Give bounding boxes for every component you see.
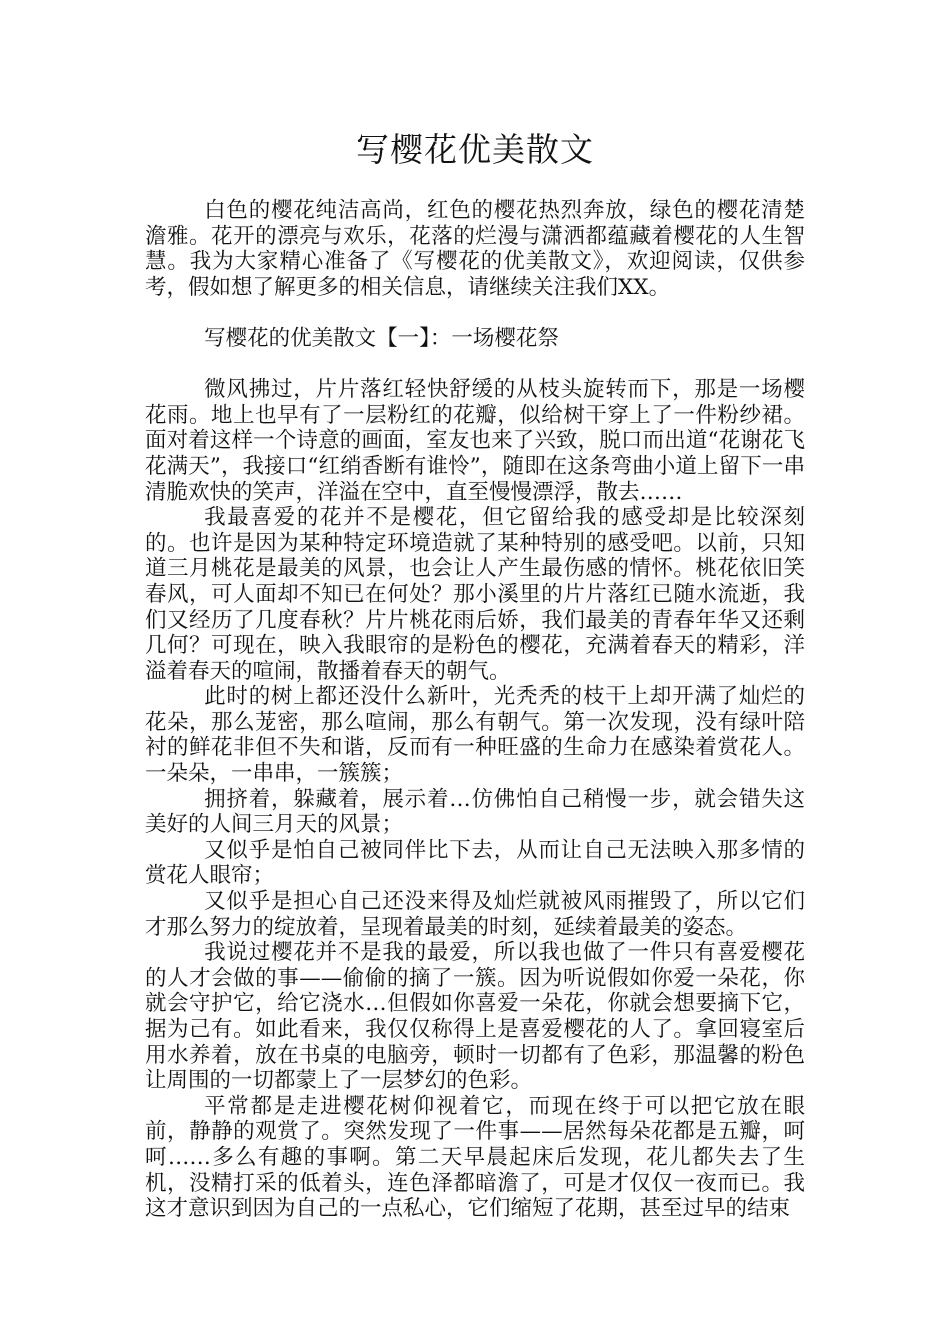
- body-paragraph: 此时的树上都还没什么新叶，光秃秃的枝干上却开满了灿烂的花朵，那么茏密，那么喧闹，那么有朝气。第一次发现，没有绿叶陪衬的鲜花非但不失和谐，反而有一种旺盛的生命力在感染着赏花人。一朵朵，一串串，一簇簇；: [145, 684, 805, 787]
- body-paragraph: 我最喜爱的花并不是樱花，但它留给我的感受却是比较深刻的。也许是因为某种特定环境造就了某种特别的感受吧。以前，只知道三月桃花是最美的风景，也会让人产生最伤感的情怀。桃花依旧笑春风，可人面却不知已在何处？那小溪里的片片落红已随水流逝，我们又经历了几度春秋？片片桃花雨后娇，我们最美的青春年华又还剩几何？可现在，映入我眼帘的是粉色的樱花，充满着春天的精彩，洋溢着春天的喧闹，散播着春天的朝气。: [145, 505, 805, 684]
- document-title: 写樱花优美散文: [356, 130, 594, 169]
- body-paragraph: 我说过樱花并不是我的最爱，所以我也做了一件只有喜爱樱花的人才会做的事——偷偷的摘了一簇。因为听说假如你爱一朵花，你就会守护它，给它浇水…但假如你喜爱一朵花，你就会想要摘下它，据为己有。如此看来，我仅仅称得上是喜爱樱花的人了。拿回寝室后用水养着，放在书桌的电脑旁，顿时一切都有了色彩，那温馨的粉色让周围的一切都蒙上了一层梦幻的色彩。: [145, 940, 805, 1094]
- body-paragraph: 又似乎是怕自己被同伴比下去，从而让自己无法映入那多情的赏花人眼帘；: [145, 837, 805, 889]
- body-paragraph: 微风拂过，片片落红轻快舒缓的从枝头旋转而下，那是一场樱花雨。地上也早有了一层粉红的花瓣，似给树干穿上了一件粉纱裙。面对着这样一个诗意的画面，室友也来了兴致，脱口而出道“花谢花飞花满天”，我接口“红绡香断有谁怜”，随即在这条弯曲小道上留下一串清脆欢快的笑声，洋溢在空中，直至慢慢漂浮，散去……: [145, 377, 805, 505]
- body-paragraph: 平常都是走进樱花树仰视着它，而现在终于可以把它放在眼前，静静的观赏了。突然发现了一件事——居然每朵花都是五瓣，呵呵……多么有趣的事啊。第二天早晨起床后发现，花儿都失去了生机，没精打采的低着头，连色泽都暗澹了，可是才仅仅一夜而已。我这才意识到因为自己的一点私心，它们缩短了花期，甚至过早的结束: [145, 1093, 805, 1222]
- section-heading: 写樱花的优美散文【一】：一场樱花祭: [204, 325, 559, 351]
- body-paragraph: 又似乎是担心自己还没来得及灿烂就被风雨摧毁了，所以它们才那么努力的绽放着，呈现着最美的时刻，延续着最美的姿态。: [145, 889, 805, 940]
- body-paragraph: 拥挤着，躲藏着，展示着…仿佛怕自己稍慢一步，就会错失这美好的人间三月天的风景；: [145, 786, 805, 838]
- document-body: [145, 198, 805, 1222]
- intro-paragraph: 白色的樱花纯洁高尚，红色的樱花热烈奔放，绿色的樱花清楚澹雅。花开的漂亮与欢乐，花落的烂漫与潇洒都蕴藏着樱花的人生智慧。我为大家精心准备了《写樱花的优美散文》，欢迎阅读，仅供参考，假如想了解更多的相关信息，请继续关注我们XX。: [145, 198, 805, 300]
